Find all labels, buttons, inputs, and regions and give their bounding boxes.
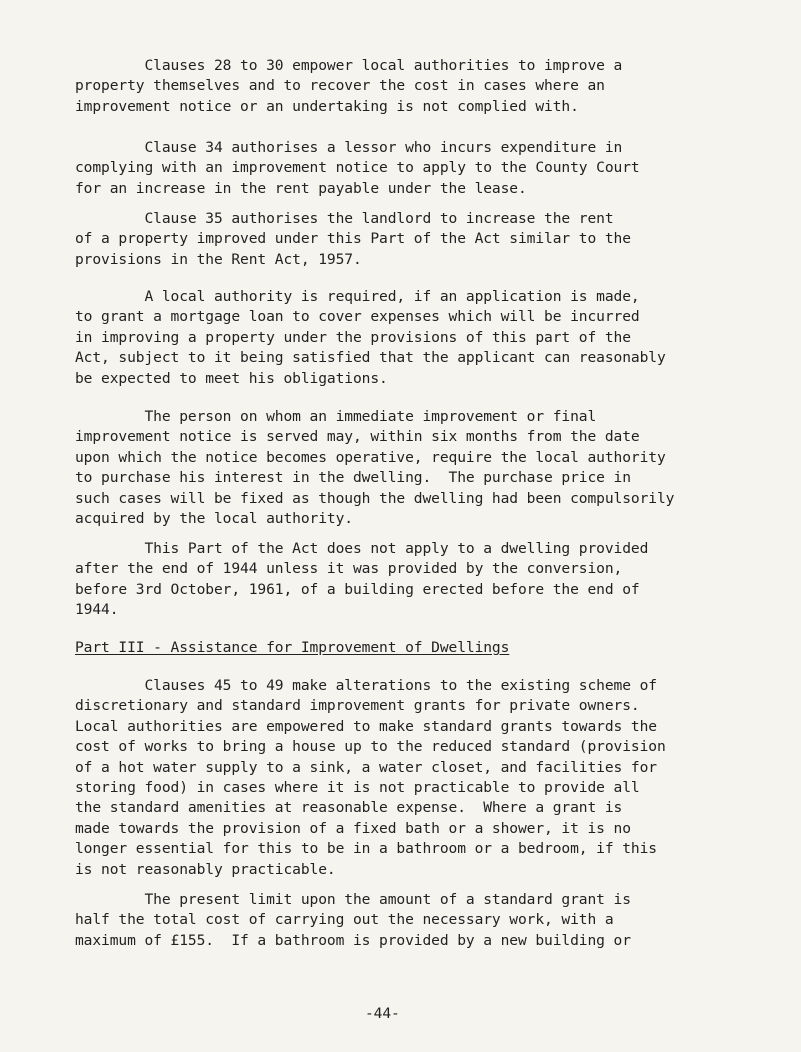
paragraph-purchase-interest (75, 407, 765, 529)
text-line: to grant a mortgage loan to cover expenses which will be incurred (75, 308, 640, 326)
text-line: Clause 35 authorises the landlord to increase the rent (75, 210, 614, 227)
text-line: such cases will be fixed as though the dwelling had been compulsorily (75, 489, 675, 507)
paragraph-grant-limit (75, 890, 765, 951)
text-line: to purchase his interest in the dwelling. The purchase price in (75, 469, 631, 487)
text-line: longer essential for this to be in a bathroom or a bedroom, if this (75, 840, 657, 858)
text-line: discretionary and standard improvement grants for private owners. (75, 697, 640, 715)
text-line: upon which the notice becomes operative, require the local authority (75, 448, 666, 466)
section-heading: Part III - Assistance for Improvement of Dwellings (75, 639, 510, 656)
text-line: storing food) in cases where it is not practicable to provide all (75, 779, 640, 797)
text-line: property themselves and to recover the cost in cases where an (75, 77, 605, 95)
text-line: improvement notice is served may, within six months from the date (75, 428, 640, 446)
text-line: This Part of the Act does not apply to a dwelling provided (75, 540, 649, 557)
paragraph-act-exclusion (75, 539, 765, 621)
text-line: of a property improved under this Part of the Act similar to the (75, 230, 631, 248)
text-line: the standard amenities at reasonable expense. Where a grant is (75, 799, 623, 817)
text-line: The person on whom an immediate improvement or final (75, 408, 597, 425)
text-line: after the end of 1944 unless it was provided by the conversion, (75, 560, 623, 578)
paragraph-clauses-28-30 (75, 56, 765, 117)
text-line: maximum of £155. If a bathroom is provided by a new building or (75, 931, 631, 949)
text-line: in improving a property under the provisions of this part of the (75, 328, 631, 346)
text-line: A local authority is required, if an application is made, (75, 288, 640, 305)
text-line: Act, subject to it being satisfied that the applicant can reasonably (75, 349, 666, 367)
text-line: cost of works to bring a house up to the reduced standard (provision (75, 738, 666, 756)
paragraph-clause-35 (75, 209, 765, 270)
text-line: is not reasonably practicable. (75, 860, 336, 878)
text-line: of a hot water supply to a sink, a water closet, and facilities for (75, 758, 657, 776)
text-line: acquired by the local authority. (75, 510, 353, 528)
text-line: for an increase in the rent payable under the lease. (75, 179, 527, 197)
text-line: made towards the provision of a fixed bath or a shower, it is no (75, 819, 631, 837)
paragraph-clause-34 (75, 138, 765, 199)
text-line: provisions in the Rent Act, 1957. (75, 250, 362, 268)
paragraph-mortgage-loan (75, 287, 765, 389)
page-number: -44- (365, 1005, 400, 1022)
text-line: improvement notice or an undertaking is not complied with. (75, 97, 579, 115)
text-line: The present limit upon the amount of a standard grant is (75, 891, 631, 908)
text-line: half the total cost of carrying out the necessary work, with a (75, 911, 614, 929)
text-line: Clauses 28 to 30 empower local authorities to improve a (75, 57, 623, 74)
text-line: Local authorities are empowered to make standard grants towards the (75, 717, 657, 735)
text-line: be expected to meet his obligations. (75, 369, 388, 387)
text-line: Clause 34 authorises a lessor who incurs expenditure in (75, 139, 623, 156)
paragraph-clauses-45-49 (75, 676, 765, 880)
text-line: complying with an improvement notice to apply to the County Court (75, 159, 640, 177)
text-line: Clauses 45 to 49 make alterations to the existing scheme of (75, 677, 657, 694)
text-line: before 3rd October, 1961, of a building erected before the end of (75, 580, 640, 598)
text-line: 1944. (75, 601, 119, 619)
section-heading-part-iii (75, 638, 765, 658)
